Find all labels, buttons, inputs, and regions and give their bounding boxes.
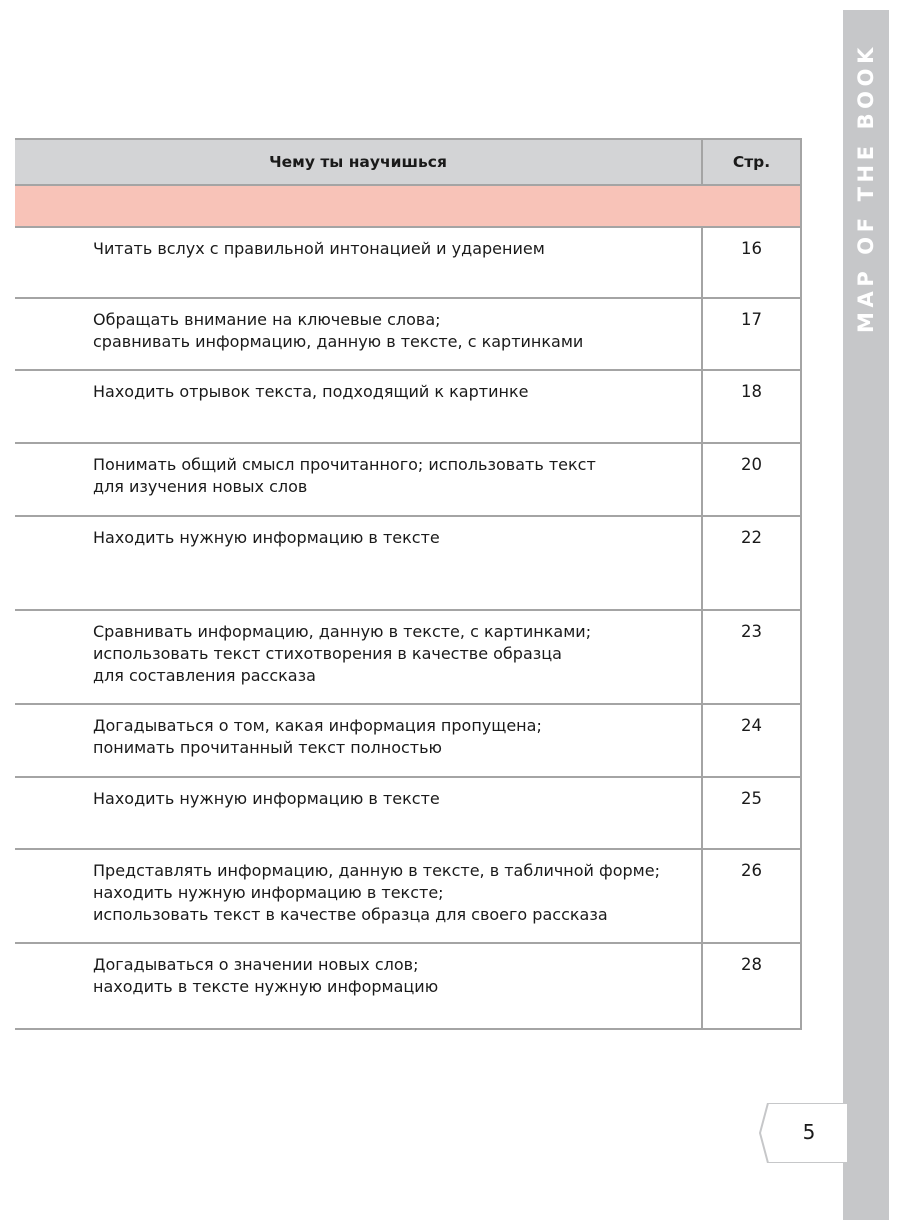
skill-cell: [15, 298, 702, 370]
skill-line: Догадываться о значении новых слов;: [93, 955, 419, 974]
skill-line: Находить отрывок текста, подходящий к картинке: [93, 382, 529, 401]
page-cell: 24: [702, 704, 801, 777]
skill-line: сравнивать информацию, данную в тексте, с картинками: [93, 332, 584, 351]
table-row: [15, 849, 801, 943]
skill-line: Догадываться о том, какая информация пропущена;: [93, 716, 542, 735]
page-cell: 18: [702, 370, 801, 443]
skill-line: Представлять информацию, данную в тексте, в табличной форме;: [93, 861, 660, 880]
table-row: [15, 610, 801, 704]
skill-line: Находить нужную информацию в тексте: [93, 789, 440, 808]
page-cell: 17: [702, 298, 801, 370]
skill-line: Понимать общий смысл прочитанного; использовать текст: [93, 455, 596, 474]
skill-line: Читать вслух с правильной интонацией и ударением: [93, 239, 545, 258]
skill-cell: [15, 443, 702, 516]
page-cell: 22: [702, 516, 801, 610]
skill-cell: [15, 516, 702, 610]
skill-line: для изучения новых слов: [93, 477, 308, 496]
side-tab-title: MAP OF THE BOOK: [854, 43, 878, 333]
skill-line: Сравнивать информацию, данную в тексте, с картинками;: [93, 622, 592, 641]
table-row: [15, 298, 801, 370]
skill-line: понимать прочитанный текст полностью: [93, 738, 443, 757]
page-number-tab: [758, 1103, 848, 1163]
table-row: [15, 516, 801, 610]
page-cell: 25: [702, 777, 801, 849]
page-cell: 16: [702, 227, 801, 298]
skill-cell: [15, 370, 702, 443]
skill-line: находить в тексте нужную информацию: [93, 977, 439, 996]
header-page: Стр.: [702, 139, 801, 185]
page-cell: 20: [702, 443, 801, 516]
page-cell: 28: [702, 943, 801, 1029]
skill-line: Находить нужную информацию в тексте: [93, 528, 440, 547]
skill-cell: [15, 777, 702, 849]
header-skill: Чему ты научишься: [15, 139, 702, 185]
section-band: [15, 185, 801, 227]
table-row: [15, 704, 801, 777]
table-row: [15, 943, 801, 1029]
skill-cell: [15, 704, 702, 777]
section-band-cell: [15, 185, 801, 227]
table-row: [15, 227, 801, 298]
skill-cell: [15, 943, 702, 1029]
page-cell: 23: [702, 610, 801, 704]
skill-line: для составления рассказа: [93, 666, 316, 685]
book-map-table: [15, 138, 802, 1030]
skill-cell: [15, 227, 702, 298]
table-row: [15, 443, 801, 516]
table-header-row: [15, 139, 801, 185]
skill-line: использовать текст стихотворения в качестве образца: [93, 644, 562, 663]
table-row: [15, 777, 801, 849]
page-number: 5: [802, 1120, 816, 1144]
skill-cell: [15, 849, 702, 943]
table-row: [15, 370, 801, 443]
skill-line: Обращать внимание на ключевые слова;: [93, 310, 441, 329]
skill-line: находить нужную информацию в тексте;: [93, 883, 444, 902]
page-cell: 26: [702, 849, 801, 943]
skill-line: использовать текст в качестве образца для своего рассказа: [93, 905, 608, 924]
skill-cell: [15, 610, 702, 704]
